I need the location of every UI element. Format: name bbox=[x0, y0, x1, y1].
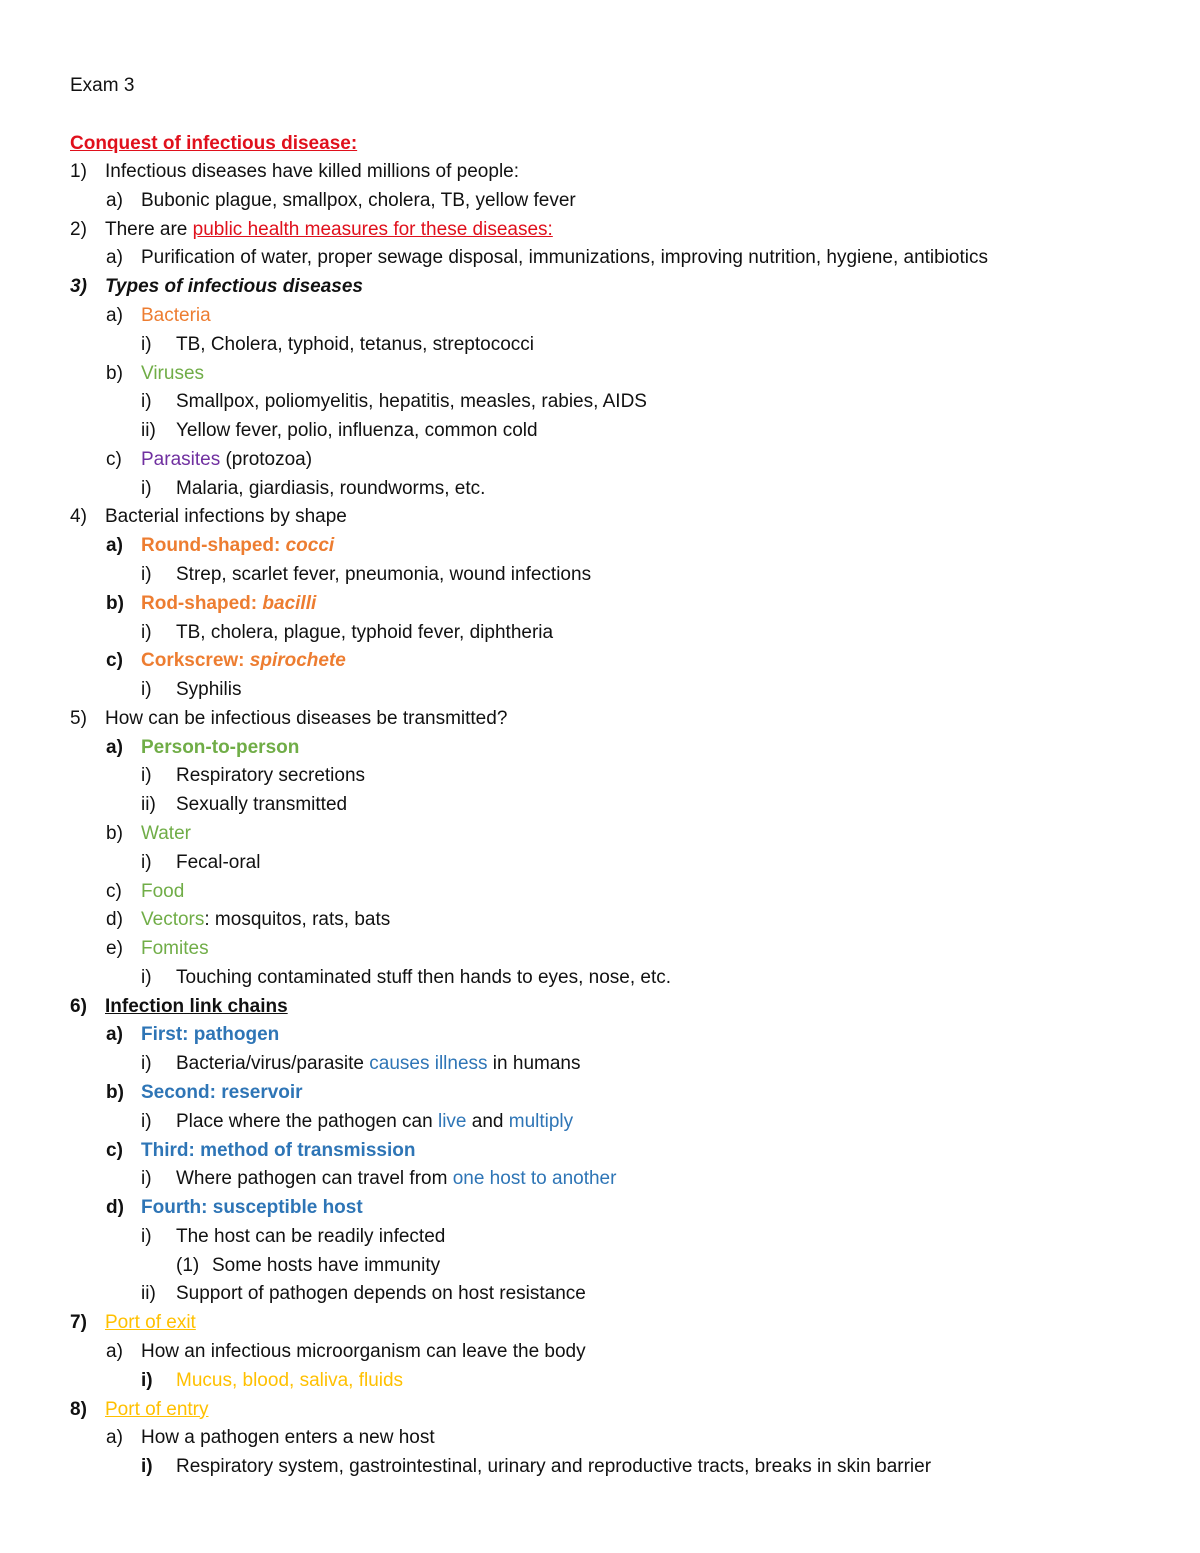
item-text bbox=[141, 447, 312, 473]
text-run: Bacteria bbox=[141, 304, 211, 326]
item-text bbox=[105, 274, 363, 300]
list-marker: i) bbox=[141, 966, 152, 988]
text-run: Fourth: susceptible host bbox=[141, 1197, 363, 1219]
item-text bbox=[141, 591, 316, 617]
item-text bbox=[176, 1109, 573, 1135]
list-marker: (1) bbox=[176, 1254, 200, 1276]
item-text bbox=[141, 936, 209, 962]
list-marker: i) bbox=[141, 1225, 152, 1247]
list-marker: c) bbox=[106, 650, 123, 672]
item-text bbox=[176, 389, 647, 415]
text-run: Parasites bbox=[141, 448, 221, 470]
text-run: Some hosts have immunity bbox=[212, 1254, 441, 1276]
list-marker: ii) bbox=[141, 794, 156, 816]
list-marker: i) bbox=[141, 477, 152, 499]
text-run: How can be infectious diseases be transmitted? bbox=[105, 707, 508, 729]
item-text bbox=[141, 245, 988, 271]
list-marker: a) bbox=[106, 1427, 123, 1449]
text-run: live bbox=[437, 1110, 467, 1132]
text-run: First: pathogen bbox=[141, 1024, 280, 1046]
list-marker: a) bbox=[106, 304, 123, 326]
list-marker: 6) bbox=[70, 995, 87, 1017]
item-text bbox=[141, 361, 204, 387]
item-text bbox=[176, 418, 538, 444]
item-text bbox=[141, 821, 191, 847]
text-run: Food bbox=[141, 880, 185, 902]
item-text bbox=[176, 1281, 586, 1307]
text-run: Where pathogen can travel from bbox=[176, 1168, 453, 1190]
item-text bbox=[105, 217, 553, 243]
text-run: multiply bbox=[508, 1110, 574, 1132]
text-run: Bacterial infections by shape bbox=[105, 506, 347, 528]
text-run: How a pathogen enters a new host bbox=[141, 1427, 435, 1449]
text-run: TB, cholera, plague, typhoid fever, diphtheria bbox=[176, 621, 554, 643]
item-text bbox=[176, 1166, 616, 1192]
text-run: Strep, scarlet fever, pneumonia, wound infections bbox=[176, 563, 592, 585]
list-marker: a) bbox=[106, 247, 123, 269]
list-marker: a) bbox=[106, 736, 123, 758]
list-marker: 3) bbox=[70, 276, 87, 298]
list-marker: i) bbox=[141, 679, 152, 700]
text-run: The host can be readily infected bbox=[176, 1225, 446, 1247]
item-text bbox=[141, 188, 576, 214]
list-marker: i) bbox=[141, 1456, 153, 1478]
item-text bbox=[176, 1454, 931, 1480]
item-text bbox=[176, 1224, 445, 1250]
item-text bbox=[176, 620, 553, 646]
text-run: Bacteria/virus/parasite bbox=[176, 1053, 370, 1075]
list-marker: i) bbox=[141, 1369, 153, 1391]
text-run: Infection link chains bbox=[105, 995, 288, 1017]
text-run: and bbox=[466, 1110, 509, 1132]
text-run: causes illness bbox=[369, 1053, 488, 1075]
item-text bbox=[141, 1022, 279, 1048]
text-run: Bubonic plague, smallpox, cholera, TB, yellow fever bbox=[141, 189, 576, 211]
list-marker: e) bbox=[106, 938, 123, 960]
list-marker: 7) bbox=[70, 1312, 87, 1334]
list-marker: d) bbox=[106, 1197, 124, 1219]
text-run: public health measures for these diseases: bbox=[192, 218, 553, 240]
item-text bbox=[141, 1425, 435, 1451]
list-marker: i) bbox=[141, 391, 152, 413]
list-marker: i) bbox=[141, 333, 152, 355]
text-run: (protozoa) bbox=[220, 448, 313, 470]
text-run: Corkscrew: bbox=[141, 650, 250, 672]
text-run: Purification of water, proper sewage disposal, immunizations, improving nutrition, hygiene, antibiotics bbox=[141, 247, 988, 269]
text-run: Infectious diseases have killed millions of people: bbox=[105, 161, 520, 182]
text-run: Smallpox, poliomyelitis, hepatitis, measles, rabies, AIDS bbox=[176, 391, 647, 413]
item-text bbox=[176, 677, 241, 703]
text-run: Fomites bbox=[141, 938, 209, 960]
list-marker: ii) bbox=[141, 1283, 156, 1305]
item-text bbox=[141, 1339, 586, 1365]
list-marker: 2) bbox=[70, 218, 87, 240]
text-run: Port of exit bbox=[105, 1312, 196, 1334]
list-marker: b) bbox=[106, 592, 124, 614]
text-run: Support of pathogen depends on host resistance bbox=[176, 1283, 586, 1305]
text-run: Yellow fever, polio, influenza, common cold bbox=[176, 420, 538, 441]
item-text bbox=[141, 648, 346, 674]
item-text bbox=[176, 850, 260, 876]
list-marker: a) bbox=[106, 189, 123, 211]
item-text bbox=[141, 1138, 415, 1164]
list-marker: a) bbox=[106, 1024, 123, 1046]
list-marker: d) bbox=[106, 909, 123, 931]
item-text bbox=[141, 1080, 303, 1106]
text-run: cocci bbox=[285, 535, 335, 557]
list-marker: a) bbox=[106, 1341, 123, 1362]
list-marker: i) bbox=[141, 851, 152, 873]
text-run: Respiratory secretions bbox=[176, 765, 366, 787]
item-text bbox=[176, 1368, 403, 1394]
item-text bbox=[176, 1051, 580, 1077]
text-run: Viruses bbox=[141, 362, 205, 384]
list-marker: 4) bbox=[70, 506, 87, 528]
text-run: Vectors bbox=[141, 909, 205, 931]
item-text bbox=[176, 476, 485, 502]
text-run: Malaria, giardiasis, roundworms, etc. bbox=[176, 477, 486, 499]
list-marker: 1) bbox=[70, 161, 87, 182]
text-run: Third: method of transmission bbox=[141, 1139, 416, 1161]
list-marker: c) bbox=[106, 1139, 123, 1161]
text-run: Sexually transmitted bbox=[176, 794, 348, 816]
text-run: Types of infectious diseases bbox=[105, 276, 363, 298]
list-marker: i) bbox=[141, 1168, 152, 1190]
item-text bbox=[105, 504, 347, 530]
item-text bbox=[212, 1253, 440, 1279]
list-marker: i) bbox=[141, 765, 152, 787]
text-run: spirochete bbox=[249, 650, 346, 672]
text-run: Mucus, blood, saliva, fluids bbox=[176, 1369, 404, 1391]
text-run: Touching contaminated stuff then hands to eyes, nose, etc. bbox=[176, 966, 672, 988]
list-marker: 5) bbox=[70, 707, 87, 729]
text-run: Second: reservoir bbox=[141, 1082, 303, 1103]
item-text bbox=[176, 332, 534, 358]
text-run: Person-to-person bbox=[141, 736, 300, 758]
item-text bbox=[176, 763, 365, 789]
item-text bbox=[105, 706, 507, 732]
list-marker: i) bbox=[141, 1110, 152, 1132]
text-run: How an infectious microorganism can leave the body bbox=[141, 1341, 586, 1362]
text-run: Round-shaped: bbox=[141, 535, 286, 557]
item-text bbox=[105, 159, 519, 185]
list-marker: i) bbox=[141, 1053, 152, 1075]
item-text bbox=[141, 879, 184, 905]
item-text bbox=[176, 965, 671, 991]
list-marker: b) bbox=[106, 1082, 124, 1103]
text-run: one host to another bbox=[452, 1168, 617, 1190]
item-text bbox=[176, 562, 591, 588]
item-text bbox=[141, 533, 334, 559]
list-marker: c) bbox=[106, 880, 122, 902]
list-marker: i) bbox=[141, 621, 152, 643]
item-text bbox=[105, 1397, 209, 1423]
item-text bbox=[105, 1310, 196, 1336]
text-run: Syphilis bbox=[176, 679, 242, 700]
document-title: Exam 3 bbox=[70, 75, 135, 96]
list-marker: 8) bbox=[70, 1398, 87, 1420]
item-text bbox=[105, 994, 288, 1020]
text-run: Fecal-oral bbox=[176, 851, 261, 873]
section-heading: Conquest of infectious disease: bbox=[70, 133, 358, 154]
text-run: There are bbox=[105, 218, 193, 240]
list-marker: ii) bbox=[141, 420, 156, 441]
list-marker: b) bbox=[106, 362, 123, 384]
item-text bbox=[141, 735, 299, 761]
text-run: Port of entry bbox=[105, 1398, 209, 1420]
text-run: bacilli bbox=[262, 592, 317, 614]
item-text bbox=[176, 792, 347, 818]
text-run: TB, Cholera, typhoid, tetanus, streptococci bbox=[176, 333, 535, 355]
list-marker: c) bbox=[106, 448, 122, 470]
list-marker: a) bbox=[106, 535, 123, 557]
list-marker: b) bbox=[106, 822, 123, 844]
text-run: Place where the pathogen can bbox=[176, 1110, 438, 1132]
item-text bbox=[141, 907, 390, 933]
text-run: : mosquitos, rats, bats bbox=[204, 909, 391, 931]
item-text bbox=[141, 303, 211, 329]
text-run: in humans bbox=[487, 1053, 581, 1075]
text-run: Water bbox=[141, 822, 191, 844]
text-run: Rod-shaped: bbox=[141, 592, 263, 614]
text-run: Respiratory system, gastrointestinal, urinary and reproductive tracts, breaks in skin barrier bbox=[176, 1456, 932, 1478]
item-text bbox=[141, 1195, 363, 1221]
list-marker: i) bbox=[141, 563, 152, 585]
